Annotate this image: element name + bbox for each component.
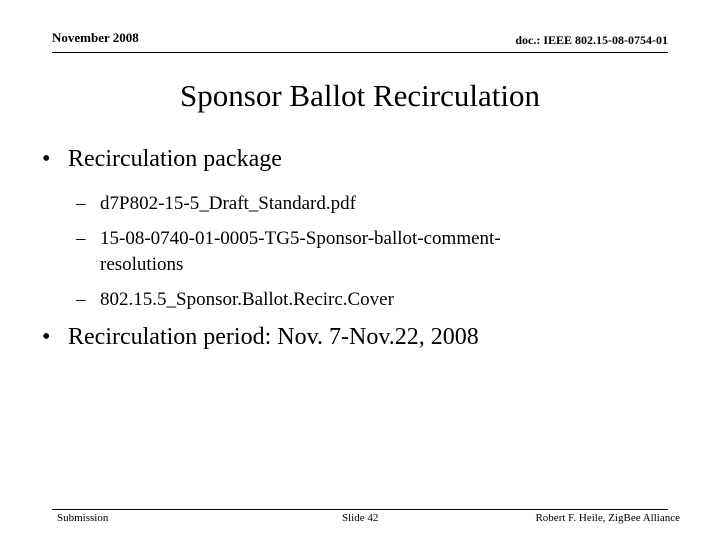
subitem-recirc-cover: [76, 289, 394, 311]
subitem-marker: –: [76, 193, 86, 214]
slide-title: Sponsor Ballot Recirculation: [180, 78, 540, 113]
bullet-recirculation-period: [42, 324, 479, 351]
header-doc-id: doc.: IEEE 802.15-08-0754-01: [515, 33, 668, 47]
subitem-continuation: resolutions: [100, 254, 184, 275]
footer-divider: [52, 509, 668, 510]
bullet-text: Recirculation period: Nov. 7-Nov.22, 2008: [68, 324, 479, 350]
header-date: November 2008: [52, 30, 139, 45]
subitem-text: 15-08-0740-01-0005-TG5-Sponsor-ballot-comment-: [100, 228, 501, 249]
subitem-marker: –: [76, 289, 86, 310]
bullet-marker: •: [42, 146, 51, 172]
bullet-text: Recirculation package: [68, 146, 282, 172]
subitem-text: 802.15.5_Sponsor.Ballot.Recirc.Cover: [100, 289, 394, 310]
bullet-marker: •: [42, 324, 51, 350]
subitem-marker: –: [76, 228, 86, 249]
header-divider: [52, 52, 668, 53]
footer-submission: Submission: [57, 512, 109, 524]
subitem-comment-resolutions: [76, 228, 501, 250]
subitem-draft-standard: [76, 193, 356, 215]
bullet-recirculation-package: [42, 146, 282, 173]
footer-slide-number: Slide 42: [342, 512, 379, 524]
subitem-text: d7P802-15-5_Draft_Standard.pdf: [100, 193, 356, 214]
footer-author: Robert F. Heile, ZigBee Alliance: [535, 512, 680, 524]
